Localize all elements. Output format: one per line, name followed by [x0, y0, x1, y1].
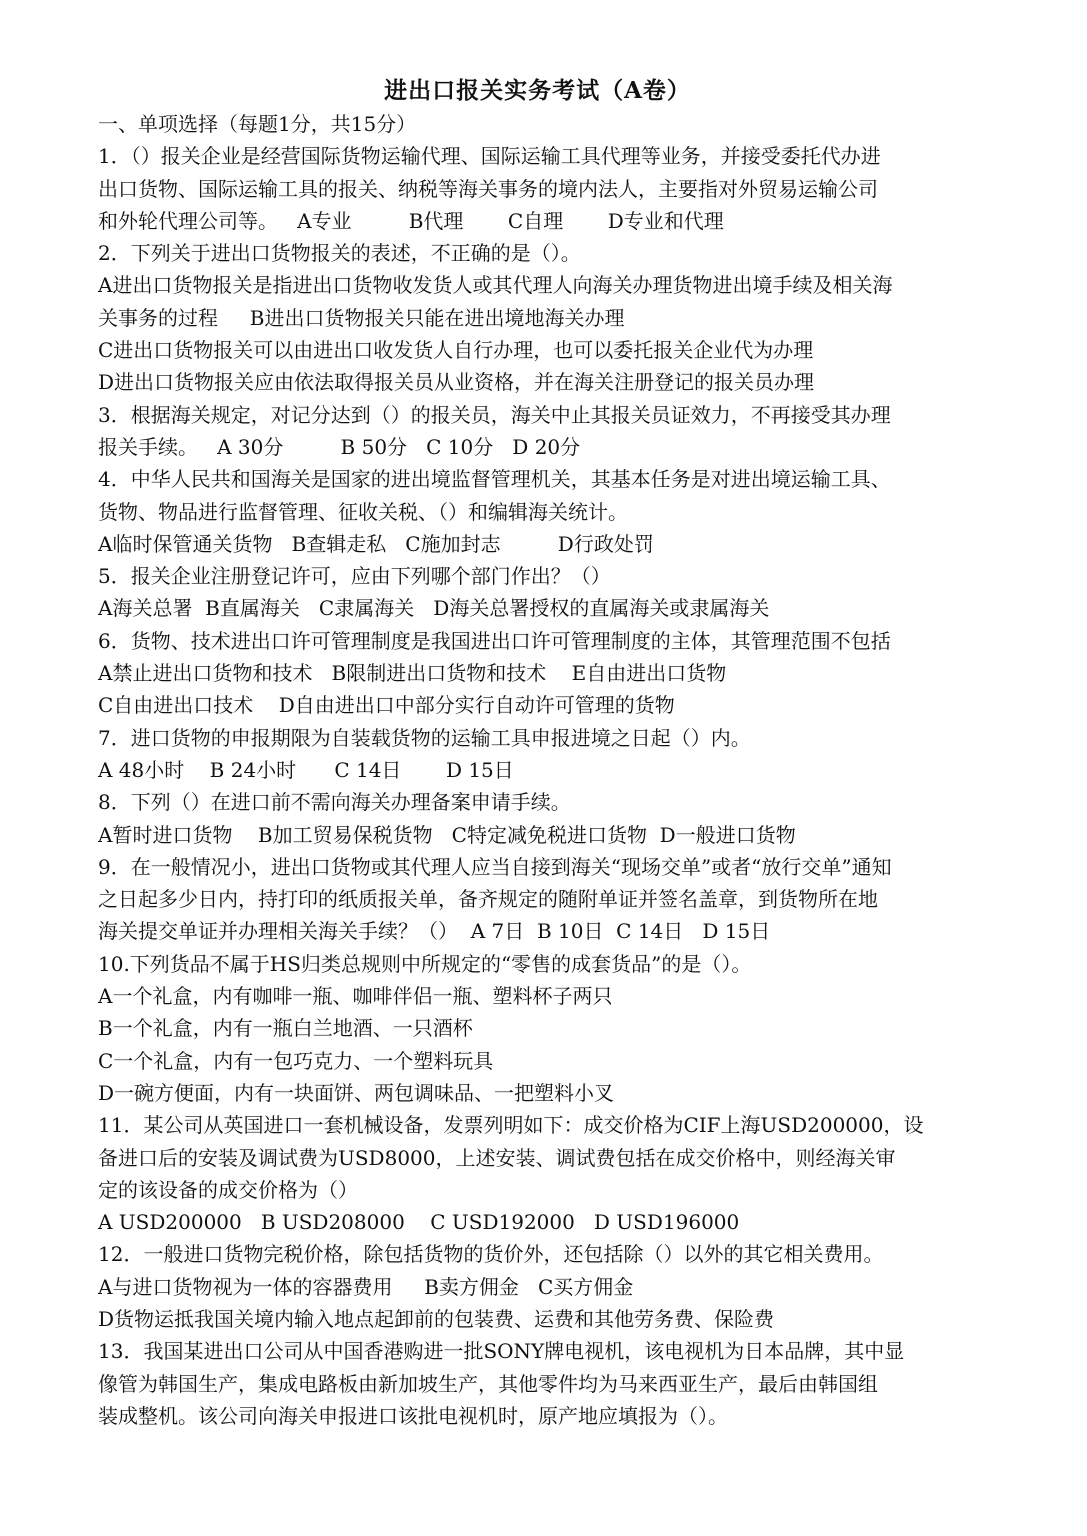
text-line: 8．下列（）在进口前不需向海关办理备案申请手续。: [98, 790, 571, 815]
text-line: 和外轮代理公司等。 A专业 B代理 C自理 D专业和代理: [98, 208, 724, 233]
text-line: A与进口货物视为一体的容器费用 B卖方佣金 C买方佣金: [98, 1274, 634, 1299]
text-line: 定的该设备的成交价格为（）: [98, 1177, 358, 1202]
text-line: 3．根据海关规定，对记分达到（）的报关员，海关中止其报关员证效力，不再接受其办理: [98, 402, 891, 427]
text-line: 关事务的过程 B进出口货物报关只能在进出境地海关办理: [98, 305, 625, 330]
text-line: 7．进口货物的申报期限为自装载货物的运输工具申报进境之日起（）内。: [98, 725, 751, 750]
text-line: 报关手续。 A 30分 B 50分 C 10分 D 20分: [98, 434, 581, 459]
text-line: A一个礼盒，内有咖啡一瓶、咖啡伴侣一瓶、塑料杯子两只: [98, 984, 613, 1009]
text-line: D一碗方便面，内有一块面饼、两包调味品、一把塑料小叉: [98, 1080, 615, 1105]
text-line: 出口货物、国际运输工具的报关、纳税等海关事务的境内法人，主要指对外贸易运输公司: [98, 176, 878, 201]
text-line: B一个礼盒，内有一瓶白兰地酒、一只酒杯: [98, 1016, 473, 1041]
text-line: A 48小时 B 24小时 C 14日 D 15日: [98, 757, 514, 782]
text-line: A进出口货物报关是指进出口货物收发货人或其代理人向海关办理货物进出境手续及相关海: [98, 273, 893, 298]
text-line: 像管为韩国生产，集成电路板由新加坡生产，其他零件均为马来西亚生产，最后由韩国组: [98, 1371, 878, 1396]
text-line: A暂时进口货物 B加工贸易保税货物 C特定减免税进口货物 D一般进口货物: [98, 822, 796, 847]
text-line: 一、单项选择（每题1分，共15分）: [98, 112, 417, 136]
text-line: 4．中华人民共和国海关是国家的进出境监督管理机关，其基本任务是对进出境运输工具、: [98, 467, 891, 492]
text-line: C进出口货物报关可以由进出口收发货人自行办理，也可以委托报关企业代为办理: [98, 338, 814, 363]
text-line: D进出口货物报关应由依法取得报关员从业资格，并在海关注册登记的报关员办理: [98, 370, 815, 395]
text-line: A禁止进出口货物和技术 B限制进出口货物和技术 E自由进出口货物: [98, 661, 727, 686]
text-line: A USD200000 B USD208000 C USD192000 D USD196000: [98, 1210, 740, 1235]
text-line: D货物运抵我国关境内输入地点起卸前的包装费、运费和其他劳务费、保险费: [98, 1306, 775, 1331]
text-line: 13．我国某进出口公司从中国香港购进一批SONY牌电视机，该电视机为日本品牌，其中显: [98, 1339, 905, 1364]
text-line: 11．某公司从英国进口一套机械设备，发票列明如下：成交价格为CIF上海USD200000，设: [98, 1113, 924, 1138]
text-line: 5．报关企业注册登记许可，应由下列哪个部门作出？（）: [98, 564, 611, 589]
text-line: 之日起多少日内，持打印的纸质报关单，备齐规定的随附单证并签名盖章，到货物所在地: [98, 887, 878, 912]
text-line: A临时保管通关货物 B查辑走私 C施加封志 D行政处罚: [98, 531, 654, 556]
text-line: A海关总署 B直属海关 C隶属海关 D海关总署授权的直属海关或隶属海关: [98, 596, 770, 621]
exam-title: 进出口报关实务考试（A卷）: [384, 77, 691, 104]
text-line: 12．一般进口货物完税价格，除包括货物的货价外，还包括除（）以外的其它相关费用。: [98, 1242, 884, 1267]
text-line: 装成整机。该公司向海关申报进口该批电视机时，原产地应填报为（）。: [98, 1403, 728, 1428]
text-line: 货物、物品进行监督管理、征收关税、（）和编辑海关统计。: [98, 499, 628, 524]
exam-body: [98, 108, 977, 1432]
text-line: C一个礼盒，内有一包巧克力、一个塑料玩具: [98, 1048, 494, 1073]
text-line: 1．（）报关企业是经营国际货物运输代理、国际运输工具代理等业务，并接受委托代办进: [98, 144, 881, 169]
text-line: 9．在一般情况小，进出口货物或其代理人应当自接到海关“现场交单”或者“放行交单”通知: [98, 854, 892, 879]
text-line: 备进口后的安装及调试费为USD8000，上述安装、调试费包括在成交价格中，则经海关审: [98, 1145, 896, 1170]
text-line: C自由进出口技术 D自由进出口中部分实行自动许可管理的货物: [98, 693, 675, 718]
text-line: 2．下列关于进出口货物报关的表述，不正确的是（）。: [98, 241, 581, 266]
text-line: 海关提交单证并办理相关海关手续？（） A 7日 B 10日 C 14日 D 15日: [98, 919, 771, 944]
text-line: 6．货物、技术进出口许可管理制度是我国进出口许可管理制度的主体，其管理范围不包括: [98, 628, 891, 653]
text-line: 10.下列货品不属于HS归类总规则中所规定的“零售的成套货品”的是（）。: [98, 951, 752, 976]
